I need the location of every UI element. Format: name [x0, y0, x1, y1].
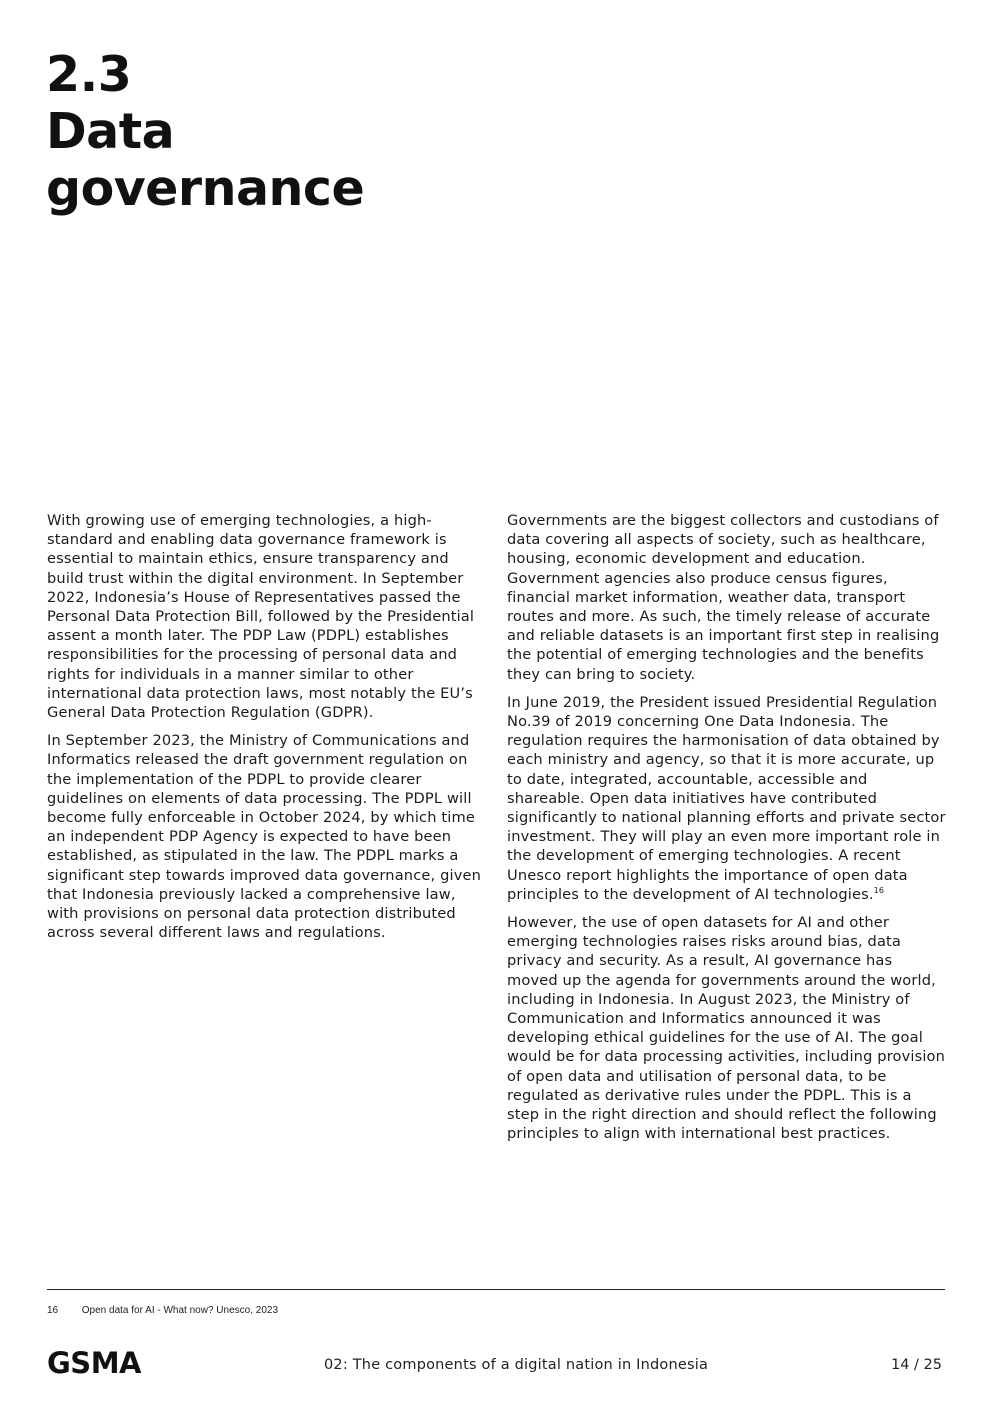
left-column	[47, 511, 487, 951]
logo-text: GSMA	[47, 1350, 141, 1376]
page-number: 14 / 25	[890, 1357, 942, 1373]
gsma-logo-icon	[47, 1350, 199, 1376]
section-heading	[46, 46, 364, 217]
paragraph: With growing use of emerging technologies, a high-standard and enabling data governance framework is essential to maintain ethics, ensure transparency and build trust within the digital environment. In September 2022, Indonesia’s House of Representatives passed the Personal Data Protection Bill, followed by the Presidential assent a month later. The PDP Law (PDPL) establishes responsibilities for the processing of personal data and rights for individuals in a manner similar to other international data protection laws, most notably the EU’s General Data Protection Regulation (GDPR).	[47, 512, 475, 722]
paragraph-with-footnote	[507, 693, 947, 904]
section-title-line-1: Data	[46, 103, 175, 160]
paragraph: In September 2023, the Ministry of Communications and Informatics released the draft government regulation on the implementation of the PDPL to provide clearer guidelines on elements of data processing. The PDPL will become fully enforceable in October 2024, by which time an independent PDP Agency is expected to have been established, as stipulated in the law. The PDPL marks a significant step towards improved data governance, given that Indonesia previously lacked a comprehensive law, with provisions on personal data protection distributed across several different laws and regulations.	[47, 732, 482, 942]
paragraph-text: In June 2019, the President issued Presidential Regulation No.39 of 2019 concerning One Data Indonesia. The regulation requires the harmonisation of data obtained by each ministry and agency, so that it is more accurate, up to date, integrated, accountable, accessible and shareable. Open data initiatives have contributed significantly to national planning efforts and private sector investment. They will play an even more important role in the development of emerging technologies. A recent Unesco report highlights the importance of open data principles to the development of AI technologies.	[507, 693, 946, 903]
footnote	[47, 1305, 278, 1316]
footnote-text: Open data for AI - What now? Unesco, 2023	[81, 1305, 279, 1316]
page-footer	[0, 1348, 992, 1380]
footnote-number: 16	[47, 1305, 59, 1316]
section-title-line-2: governance	[46, 160, 365, 217]
footnote-divider	[47, 1289, 945, 1290]
paragraph: Governments are the biggest collectors and custodians of data covering all aspects of society, such as healthcare, housing, economic development and education. Government agencies also produce census figures, financial market information, weather data, transport routes and more. As such, the timely release of accurate and reliable datasets is an important first step in realising the potential of emerging technologies and the benefits they can bring to society.	[507, 512, 940, 683]
section-number: 2.3	[46, 46, 132, 103]
footnote-reference[interactable]: 16	[873, 886, 885, 895]
right-column	[507, 511, 947, 1144]
section-label: 02: The components of a digital nation in Indonesia	[324, 1357, 709, 1373]
gsma-logo	[47, 1350, 199, 1376]
paragraph: However, the use of open datasets for AI and other emerging technologies raises risks around bias, data privacy and security. As a result, AI governance has moved up the agenda for governments around the world, including in Indonesia. In August 2023, the Ministry of Communication and Informatics announced it was developing ethical guidelines for the use of AI. The goal would be for data processing activities, including provision of open data and utilisation of personal data, to be regulated as derivative rules under the PDPL. This is a step in the right direction and should reflect the following principles to align with international best practices.	[507, 914, 946, 1143]
